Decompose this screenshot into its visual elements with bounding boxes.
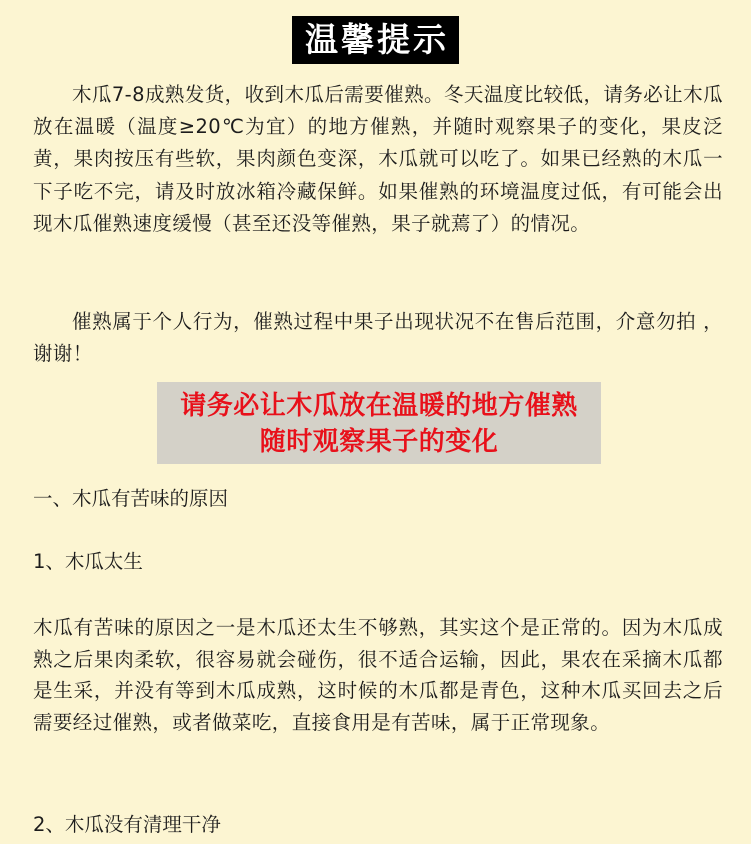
subsection-heading-1: 1、木瓜太生 bbox=[33, 550, 143, 573]
page-title: 温馨提示 bbox=[292, 16, 459, 64]
subsection-heading-2: 2、木瓜没有清理干净 bbox=[33, 813, 221, 836]
banner-line-1: 请务必让木瓜放在温暖的地方催熟 bbox=[180, 391, 578, 421]
title-container bbox=[0, 16, 751, 64]
notice-paragraph: 催熟属于个人行为，催熟过程中果子出现状况不在售后范围，介意勿拍 ，谢谢！ bbox=[33, 310, 723, 366]
intro-paragraph: 木瓜7-8成熟发货，收到木瓜后需要催熟。冬天温度比较低，请务必让木瓜放在温暖（温度≥20℃为宜）的地方催熟，并随时观察果子的变化，果皮泛黄，果肉按压有些软，果肉颜色变深，木瓜就可以吃了。如果已经熟的木瓜一下子吃不完，请及时放冰箱冷藏保鲜。如果催熟的环境温度过低，有可能会出现木瓜催熟速度缓慢（甚至还没等催熟，果子就蔫了）的情况。 bbox=[33, 83, 723, 235]
highlight-banner bbox=[157, 382, 601, 464]
section-heading: 一、木瓜有苦味的原因 bbox=[33, 487, 229, 510]
subsection-body-1: 木瓜有苦味的原因之一是木瓜还太生不够熟，其实这个是正常的。因为木瓜成熟之后果肉柔软，很容易就会碰伤，很不适合运输，因此，果农在采摘木瓜都是生采，并没有等到木瓜成熟，这时候的木瓜都是青色，这种木瓜买回去之后需要经过催熟，或者做菜吃，直接食用是有苦味，属于正常现象。 bbox=[33, 616, 723, 734]
banner-line-2: 随时观察果子的变化 bbox=[259, 427, 499, 457]
